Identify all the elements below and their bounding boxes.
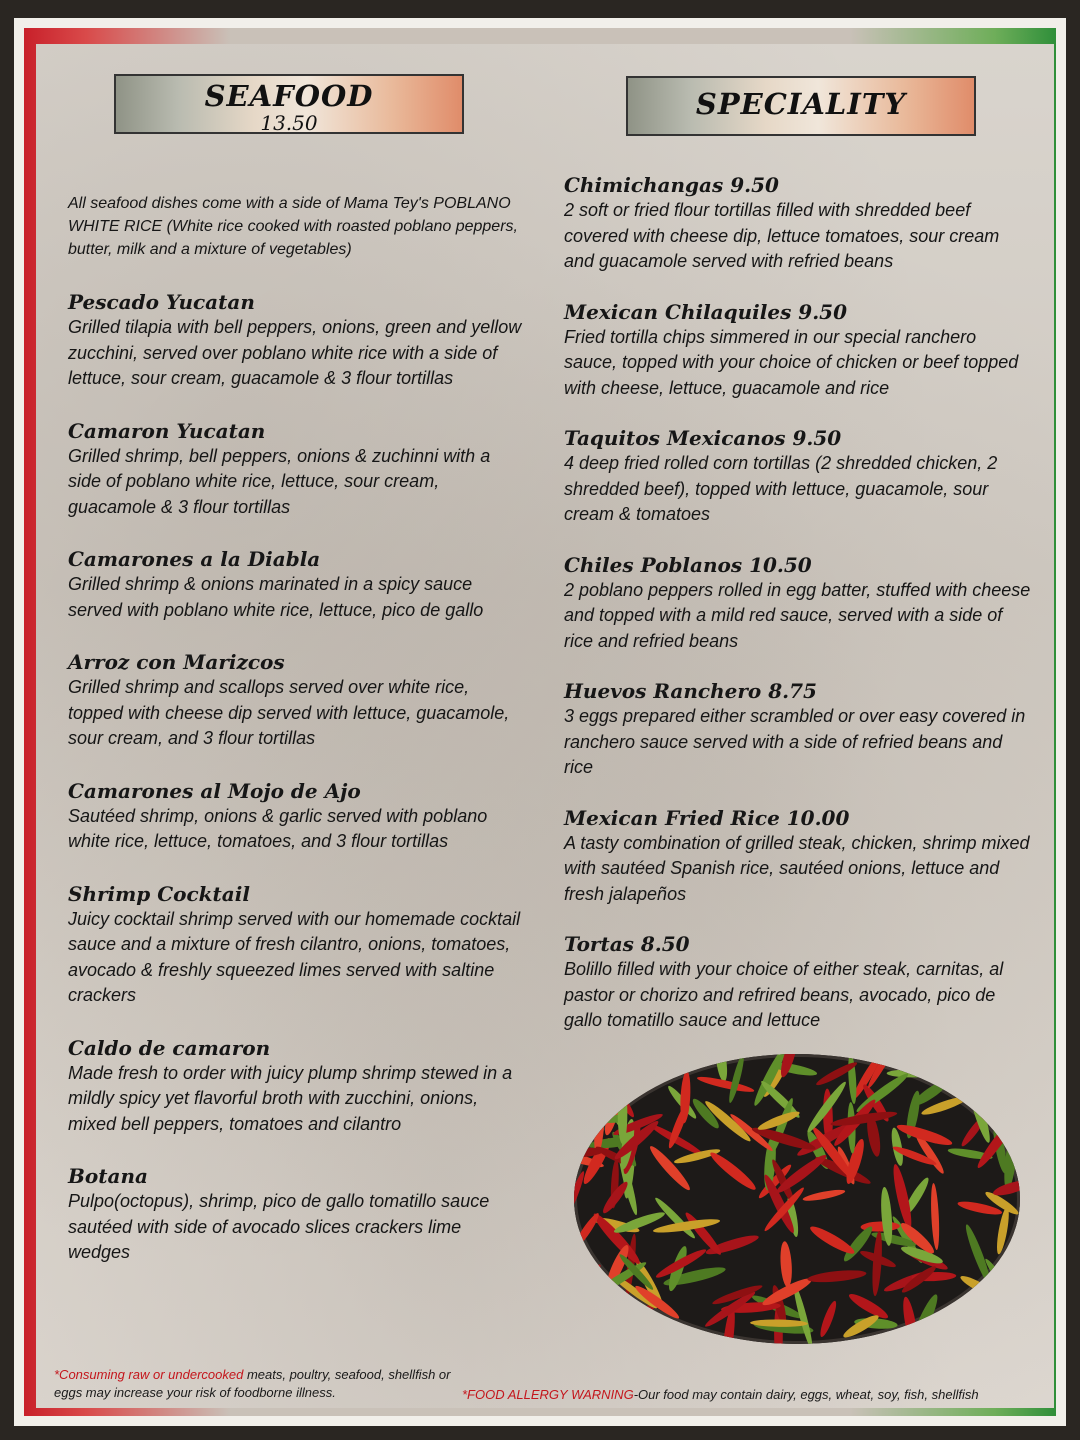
item-name: Shrimp Cocktail — [68, 881, 250, 906]
menu-item — [564, 425, 1034, 528]
item-name: Botana — [68, 1164, 148, 1188]
chili-pepper — [590, 1063, 653, 1082]
menu-item — [68, 289, 528, 392]
chili-pepper — [586, 1074, 629, 1097]
chili-pepper — [808, 1223, 857, 1258]
menu-item — [68, 418, 528, 521]
chili-pepper — [847, 1054, 858, 1104]
menu-item — [68, 649, 528, 752]
chili-pepper — [982, 1257, 1020, 1315]
chili-pepper — [963, 1223, 994, 1286]
chili-pepper — [602, 1300, 617, 1344]
chili-pepper — [574, 1211, 602, 1250]
chili-pepper — [714, 1054, 729, 1082]
item-description: Pulpo(octopus), shrimp, pico de gallo tomatillo sauce sautéed with side of avocado slices crackers lime wedges — [68, 1191, 490, 1262]
item-name: Chiles Poblanos 10.50 — [564, 552, 812, 577]
chili-pepper — [584, 1054, 637, 1077]
item-name: Tortas 8.50 — [564, 932, 690, 956]
menu-item — [564, 678, 1034, 781]
chili-pepper — [647, 1143, 694, 1193]
chili-pepper — [818, 1299, 839, 1338]
chili-pepper — [991, 1292, 1020, 1334]
seafood-title: SEAFOOD — [204, 79, 374, 113]
seafood-intro: All seafood dishes come with a side of Mama Tey's POBLANO WHITE RICE (White rice cooked with roasted poblano peppers, butter, milk and a mixture of vegetables) — [68, 195, 518, 258]
chili-pepper — [990, 1090, 1020, 1121]
chili-pepper — [802, 1188, 846, 1203]
chili-pepper — [952, 1078, 1012, 1099]
menu-item — [564, 172, 1034, 275]
chili-pepper — [958, 1273, 998, 1300]
item-description: A tasty combination of grilled steak, chicken, shrimp mixed with sautéed Spanish rice, sautéed onions, lettuce and fresh jalapeños — [564, 832, 1030, 904]
item-description: 4 deep fried rolled corn tortillas (2 shredded chicken, 2 shredded beef), topped with lettuce, guacamole, sour cream & tomatoes — [564, 453, 998, 524]
item-name: Huevos Ranchero 8.75 — [564, 679, 817, 703]
raw-food-warning — [54, 1366, 454, 1402]
chili-pepper — [598, 1291, 639, 1324]
item-description: Grilled shrimp and scallops served over white rice, topped with cheese dip served with lettuce, guacamole, sour cream, and 3 flour tortillas — [68, 677, 510, 748]
menu-item — [564, 299, 1034, 402]
chili-pepper — [574, 1261, 604, 1302]
chili-pepper — [889, 1127, 905, 1167]
chili-pepper — [679, 1071, 691, 1124]
chili-pepper — [935, 1054, 970, 1080]
chili-pepper — [603, 1289, 636, 1344]
chili-pepper — [574, 1248, 595, 1298]
chili-pepper — [887, 1069, 937, 1077]
item-name: Caldo de camaron — [68, 1035, 271, 1060]
menu-item — [68, 546, 528, 623]
chili-peppers-image — [574, 1054, 1020, 1344]
allergy-warning-text: -Our food may contain dairy, eggs, wheat, soy, fish, shellfish — [633, 1387, 979, 1402]
chili-pepper — [847, 1290, 891, 1322]
speciality-title: SPECIALITY — [695, 87, 907, 121]
item-name: Pescado Yucatan — [68, 290, 255, 314]
menu-item — [68, 881, 528, 1009]
item-name: Arroz con Marizcos — [68, 650, 285, 674]
item-description: 2 poblano peppers rolled in egg batter, stuffed with cheese and topped with a mild red sauce, served with a side of rice and refried beans — [564, 579, 1031, 651]
raw-warning-highlight: *Consuming raw or undercooked — [54, 1367, 244, 1382]
item-description: Fried tortilla chips simmered in our special ranchero sauce, topped with your choice of chicken or beef topped with cheese, lettuce, guacamole and rice — [564, 326, 1019, 398]
chili-pepper — [966, 1314, 1001, 1344]
chili-pepper — [779, 1241, 793, 1288]
item-description: Juicy cocktail shrimp served with our homemade cocktail sauce and a mixture of fresh cilantro, onions, tomatoes, avocado & freshly squeezed limes served with saltine crackers — [68, 908, 521, 1005]
item-name: Taquitos Mexicanos 9.50 — [564, 426, 842, 450]
item-name: Chimichangas 9.50 — [564, 173, 779, 197]
chili-pepper — [807, 1268, 867, 1284]
menu-item — [68, 1035, 528, 1138]
item-description: Sautéed shrimp, onions & garlic served with poblano white rice, lettuce, tomatoes, and 3 flour tortillas — [68, 805, 488, 851]
seafood-header — [114, 74, 464, 134]
item-description: Made fresh to order with juicy plump shrimp stewed in a mildly spicy yet flavorful broth with zucchini, onions, mixed bell peppers, tomatoes and cilantro — [68, 1062, 513, 1134]
item-description: 3 eggs prepared either scrambled or over easy covered in ranchero sauce served with a side of refried beans and rice — [564, 706, 1026, 777]
chili-pepper — [996, 1054, 1019, 1109]
speciality-section — [564, 172, 1034, 1058]
chili-pepper — [900, 1296, 920, 1344]
allergy-warning-highlight: *FOOD ALLERGY WARNING — [462, 1387, 634, 1402]
chili-pepper — [588, 1284, 630, 1333]
chili-pepper — [574, 1315, 599, 1344]
item-name: Camarones al Mojo de Ajo — [68, 778, 361, 803]
chili-pepper — [707, 1149, 758, 1193]
chili-pepper — [589, 1068, 633, 1080]
item-description: Bolillo filled with your choice of either steak, carnitas, al pastor or chorizo and refrired beans, avocado, pico de gallo tomatillo sauce and lettuce — [564, 959, 1004, 1030]
chili-pepper — [930, 1183, 941, 1250]
chili-pepper — [963, 1059, 987, 1109]
menu-item — [564, 931, 1034, 1034]
chili-pepper — [599, 1302, 657, 1327]
item-description: Grilled tilapia with bell peppers, onions, green and yellow zucchini, served over poblano white rice with a side of lettuce, sour cream, guacamole & 3 flour tortillas — [68, 317, 522, 388]
allergy-warning — [462, 1386, 1042, 1404]
menu-item — [564, 552, 1034, 655]
menu-item — [68, 1163, 528, 1266]
menu-item — [68, 778, 528, 855]
seafood-section — [68, 192, 528, 1292]
chili-pepper — [576, 1092, 595, 1139]
chili-pepper — [618, 1083, 628, 1144]
menu-item — [564, 805, 1034, 908]
chili-pepper — [946, 1310, 993, 1344]
item-name: Camaron Yucatan — [68, 418, 266, 443]
item-name: Mexican Fried Rice 10.00 — [564, 805, 850, 830]
seafood-price: 13.50 — [260, 111, 318, 135]
menu-page — [14, 18, 1066, 1426]
speciality-header — [626, 76, 976, 136]
raw-warning-text: meats, poultry, seafood, shellfish or eggs may increase your risk of foodborne illness. — [54, 1367, 451, 1400]
chili-pepper — [727, 1054, 747, 1104]
chili-pepper — [615, 1054, 652, 1087]
item-description: Grilled shrimp, bell peppers, onions & zuchinni with a side of poblano white rice, lettuce, sour cream, guacamole & 3 flour tortillas — [68, 445, 491, 517]
chili-peppers-graphic — [574, 1054, 1020, 1344]
chili-pepper — [935, 1306, 964, 1344]
chili-pepper — [574, 1100, 606, 1113]
item-description: 2 soft or fried flour tortillas filled with shredded beef covered with cheese dip, lettuce tomatoes, sour cream and guacamole served with refried beans — [564, 200, 1000, 271]
item-description: Grilled shrimp & onions marinated in a spicy sauce served with poblano white rice, lettuce, pico de gallo — [68, 574, 484, 620]
item-name: Camarones a la Diabla — [68, 547, 321, 571]
menu-panel — [36, 44, 1054, 1408]
item-name: Mexican Chilaquiles 9.50 — [564, 299, 848, 324]
